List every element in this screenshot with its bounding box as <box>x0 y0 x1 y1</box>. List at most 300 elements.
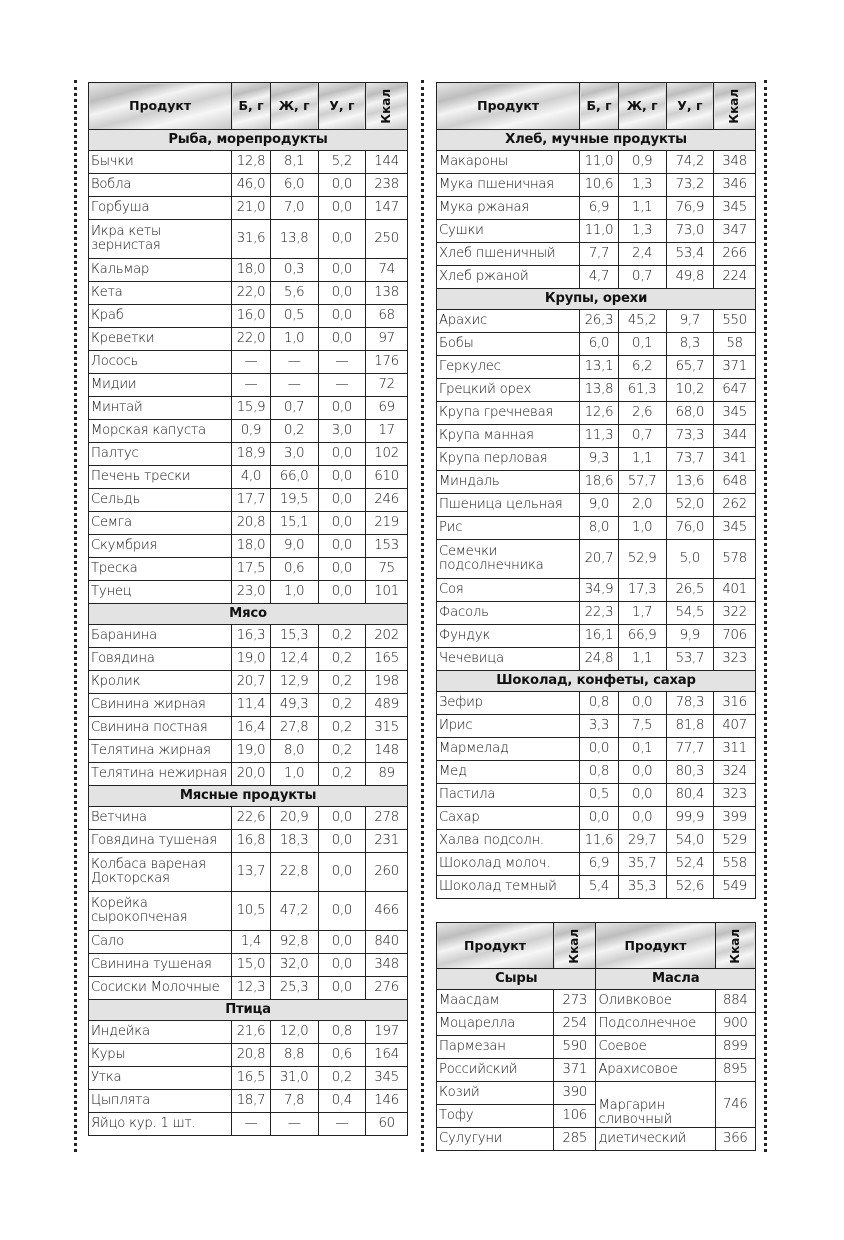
cell-fat: 66,9 <box>618 625 666 648</box>
cell-kcal: 647 <box>714 379 756 402</box>
cell-product: Халва подсолн. <box>437 830 580 853</box>
cell-protein: 19,0 <box>232 648 271 671</box>
cell-fat: 0,0 <box>618 692 666 715</box>
table-row <box>89 151 408 174</box>
cell-fat: 0,7 <box>618 425 666 448</box>
cell-product: Колбаса вареная Докторская <box>89 853 232 892</box>
table-row <box>89 1021 408 1044</box>
table-row <box>89 220 408 259</box>
cell-product: Арахисовое <box>596 1059 715 1082</box>
cell-protein: 13,7 <box>232 853 271 892</box>
cell-protein: 31,6 <box>232 220 271 259</box>
table-row <box>437 425 756 448</box>
cell-product: Горбуша <box>89 197 232 220</box>
table-row <box>437 830 756 853</box>
cell-kcal: 147 <box>366 197 408 220</box>
table-row <box>437 990 756 1013</box>
cell-product: Зефир <box>437 692 580 715</box>
cell-product: Арахис <box>437 310 580 333</box>
table-row <box>89 374 408 397</box>
table-row <box>89 671 408 694</box>
table-row <box>89 197 408 220</box>
cell-fat: 35,7 <box>618 853 666 876</box>
left-nutrition-table <box>88 82 408 1136</box>
cell-carbs: 0,2 <box>318 625 366 648</box>
cell-protein: 18,0 <box>232 535 271 558</box>
cell-fat: 6,0 <box>270 174 318 197</box>
cell-kcal: 900 <box>715 1013 755 1036</box>
cell-carbs: 0,0 <box>318 220 366 259</box>
cell-carbs: 54,0 <box>666 830 714 853</box>
cell-product: Палтус <box>89 443 232 466</box>
cell-carbs: 0,0 <box>318 466 366 489</box>
cell-carbs: 0,0 <box>318 853 366 892</box>
table-row <box>437 853 756 876</box>
cell-fat: 1,0 <box>270 328 318 351</box>
header-protein: Б, г <box>580 83 619 130</box>
center-dotted-divider <box>421 80 424 1152</box>
cell-product: Моцарелла <box>437 1013 554 1036</box>
header-carbs: У, г <box>318 83 366 130</box>
cell-fat: 15,3 <box>270 625 318 648</box>
table-row <box>89 1113 408 1136</box>
cell-product: Индейка <box>89 1021 232 1044</box>
table-row <box>89 853 408 892</box>
cell-fat: 7,0 <box>270 197 318 220</box>
cell-carbs: 0,0 <box>318 443 366 466</box>
cell-product: Макароны <box>437 151 580 174</box>
table-row <box>437 807 756 830</box>
cell-protein: 3,3 <box>580 715 619 738</box>
cell-carbs: 0,0 <box>318 489 366 512</box>
cell-protein: 11,6 <box>580 830 619 853</box>
cell-product: Хлеб ржаной <box>437 266 580 289</box>
cell-product: Сушки <box>437 220 580 243</box>
cell-protein: 0,0 <box>580 807 619 830</box>
cell-kcal: 348 <box>714 151 756 174</box>
header-fat: Ж, г <box>270 83 318 130</box>
cell-protein: 18,7 <box>232 1090 271 1113</box>
cell-fat: 12,4 <box>270 648 318 671</box>
table-row <box>437 602 756 625</box>
table-row <box>89 807 408 830</box>
cell-fat: 0,1 <box>618 738 666 761</box>
cell-product: Грецкий орех <box>437 379 580 402</box>
cell-protein: 0,0 <box>580 738 619 761</box>
section-title: Крупы, орехи <box>437 289 756 310</box>
cell-fat: 1,3 <box>618 220 666 243</box>
cell-kcal: 578 <box>714 540 756 579</box>
cell-fat: 0,7 <box>618 266 666 289</box>
cell-carbs: — <box>318 351 366 374</box>
cell-kcal: 345 <box>366 1067 408 1090</box>
cell-protein: 34,9 <box>580 579 619 602</box>
table-row <box>89 328 408 351</box>
cell-protein: 12,3 <box>232 977 271 1000</box>
cell-protein: 0,9 <box>232 420 271 443</box>
cell-protein: 11,0 <box>580 220 619 243</box>
table-row <box>89 351 408 374</box>
cell-fat: 0,2 <box>270 420 318 443</box>
table-row <box>437 625 756 648</box>
cell-protein: 10,6 <box>580 174 619 197</box>
cell-carbs: 0,6 <box>318 1044 366 1067</box>
cell-carbs: 65,7 <box>666 356 714 379</box>
cell-kcal: 466 <box>366 892 408 931</box>
cell-product: Свинина жирная <box>89 694 232 717</box>
table-row <box>437 784 756 807</box>
cell-fat: 8,1 <box>270 151 318 174</box>
cell-fat: 0,9 <box>618 151 666 174</box>
cell-product: Морская капуста <box>89 420 232 443</box>
cell-protein: 6,9 <box>580 197 619 220</box>
table-row <box>437 266 756 289</box>
table-row <box>89 977 408 1000</box>
cell-protein: 20,8 <box>232 1044 271 1067</box>
cell-product: Сельдь <box>89 489 232 512</box>
cell-kcal: 238 <box>366 174 408 197</box>
table-row <box>89 1067 408 1090</box>
cell-protein: 17,7 <box>232 489 271 512</box>
cell-fat: 0,5 <box>270 305 318 328</box>
cell-product: Цыплята <box>89 1090 232 1113</box>
cell-fat: 52,9 <box>618 540 666 579</box>
cell-protein: 22,0 <box>232 282 271 305</box>
cell-product: Говядина тушеная <box>89 830 232 853</box>
cell-carbs: 0,0 <box>318 197 366 220</box>
cell-carbs: 52,0 <box>666 494 714 517</box>
cell-protein: 20,7 <box>580 540 619 579</box>
cell-kcal: 895 <box>715 1059 755 1082</box>
cell-kcal: 89 <box>366 763 408 786</box>
cell-protein: 23,0 <box>232 581 271 604</box>
cell-product: Крупа манная <box>437 425 580 448</box>
header-fat: Ж, г <box>618 83 666 130</box>
cell-fat: 12,0 <box>270 1021 318 1044</box>
cell-kcal: 60 <box>366 1113 408 1136</box>
cell-kcal: 246 <box>366 489 408 512</box>
table-row <box>89 740 408 763</box>
header-kcal-oil: Ккал <box>715 923 755 969</box>
cell-product: Скумбрия <box>89 535 232 558</box>
table-row <box>89 625 408 648</box>
cell-kcal: 144 <box>366 151 408 174</box>
table-row <box>89 305 408 328</box>
cell-fat: 19,5 <box>270 489 318 512</box>
cell-product: Тофу <box>437 1105 554 1128</box>
cell-kcal: 106 <box>554 1105 596 1128</box>
cell-carbs: 5,2 <box>318 151 366 174</box>
cell-protein: 22,0 <box>232 328 271 351</box>
cell-kcal: 371 <box>554 1059 596 1082</box>
cell-protein: 16,0 <box>232 305 271 328</box>
table-row <box>437 540 756 579</box>
cell-kcal: 202 <box>366 625 408 648</box>
cell-kcal: 323 <box>714 784 756 807</box>
cell-kcal: 489 <box>366 694 408 717</box>
table-row <box>437 579 756 602</box>
cell-kcal: 101 <box>366 581 408 604</box>
cell-protein: 17,5 <box>232 558 271 581</box>
cell-protein: 16,1 <box>580 625 619 648</box>
cell-carbs: 78,3 <box>666 692 714 715</box>
cell-protein: 5,4 <box>580 876 619 899</box>
cell-fat: 1,3 <box>618 174 666 197</box>
cell-protein: 13,8 <box>580 379 619 402</box>
cell-product: Свинина тушеная <box>89 954 232 977</box>
cell-carbs: 73,0 <box>666 220 714 243</box>
table-row <box>437 197 756 220</box>
cell-product: Мед <box>437 761 580 784</box>
cell-kcal: 224 <box>714 266 756 289</box>
cell-fat: 15,1 <box>270 512 318 535</box>
cell-carbs: — <box>318 374 366 397</box>
table-row <box>437 1128 756 1151</box>
cell-fat: 92,8 <box>270 931 318 954</box>
cell-kcal: 345 <box>714 517 756 540</box>
cell-carbs: 0,0 <box>318 328 366 351</box>
cell-product: Геркулес <box>437 356 580 379</box>
cell-fat: 29,7 <box>618 830 666 853</box>
cell-kcal: 197 <box>366 1021 408 1044</box>
cell-fat: 0,7 <box>270 397 318 420</box>
cell-fat: 22,8 <box>270 853 318 892</box>
table-row <box>437 1082 756 1105</box>
cell-fat: 5,6 <box>270 282 318 305</box>
cell-carbs: 0,0 <box>318 397 366 420</box>
cell-product: Телятина нежирная <box>89 763 232 786</box>
cell-carbs: 99,9 <box>666 807 714 830</box>
cell-carbs: 52,6 <box>666 876 714 899</box>
cell-kcal: 254 <box>554 1013 596 1036</box>
cell-protein: 18,0 <box>232 259 271 282</box>
cell-carbs: 0,2 <box>318 648 366 671</box>
cell-kcal-margarine: 746 <box>715 1082 755 1128</box>
cell-protein: 13,1 <box>580 356 619 379</box>
cell-product: Сахар <box>437 807 580 830</box>
table-row <box>437 648 756 671</box>
cell-protein: 16,5 <box>232 1067 271 1090</box>
cell-product: Семга <box>89 512 232 535</box>
table-row <box>437 876 756 899</box>
cell-carbs: 9,9 <box>666 625 714 648</box>
cell-kcal: 285 <box>554 1128 596 1151</box>
cell-kcal: 146 <box>366 1090 408 1113</box>
cell-carbs: 0,0 <box>318 954 366 977</box>
cell-fat: 8,8 <box>270 1044 318 1067</box>
cell-protein: 12,6 <box>580 402 619 425</box>
cell-fat: 13,8 <box>270 220 318 259</box>
cell-carbs: 68,0 <box>666 402 714 425</box>
cell-product: Мука ржаная <box>437 197 580 220</box>
table-row <box>437 471 756 494</box>
right-nutrition-table <box>436 82 756 899</box>
table-row <box>89 282 408 305</box>
header-product: Продукт <box>437 83 580 130</box>
cell-product: Соевое <box>596 1036 715 1059</box>
cell-protein: 18,6 <box>580 471 619 494</box>
cell-kcal: 401 <box>714 579 756 602</box>
cell-fat: 3,0 <box>270 443 318 466</box>
cell-carbs: 5,0 <box>666 540 714 579</box>
cell-fat: 25,3 <box>270 977 318 1000</box>
section-title: Мясные продукты <box>89 786 408 807</box>
cell-protein: 20,8 <box>232 512 271 535</box>
cell-kcal: 153 <box>366 535 408 558</box>
header-kcal: Ккал <box>714 83 756 130</box>
cell-product: Хлеб пшеничный <box>437 243 580 266</box>
cell-fat: 35,3 <box>618 876 666 899</box>
cell-carbs: 8,3 <box>666 333 714 356</box>
cell-product: Российский <box>437 1059 554 1082</box>
cell-carbs: 0,0 <box>318 581 366 604</box>
cell-product: Фасоль <box>437 602 580 625</box>
cell-product: Подсолнечное <box>596 1013 715 1036</box>
cell-carbs: 0,0 <box>318 977 366 1000</box>
cell-protein: 21,6 <box>232 1021 271 1044</box>
cell-carbs: 77,7 <box>666 738 714 761</box>
header-protein: Б, г <box>232 83 271 130</box>
cell-fat: 31,0 <box>270 1067 318 1090</box>
cell-kcal: 74 <box>366 259 408 282</box>
cell-fat: 1,0 <box>618 517 666 540</box>
cell-protein: 7,7 <box>580 243 619 266</box>
cell-protein: 6,9 <box>580 853 619 876</box>
table-row <box>89 892 408 931</box>
cell-kcal: 371 <box>714 356 756 379</box>
cell-carbs: 81,8 <box>666 715 714 738</box>
cell-kcal: 250 <box>366 220 408 259</box>
table-row <box>89 763 408 786</box>
cell-carbs: 54,5 <box>666 602 714 625</box>
cell-product: Бобы <box>437 333 580 356</box>
cell-fat: — <box>270 374 318 397</box>
cell-product: Пармезан <box>437 1036 554 1059</box>
cell-protein: 16,3 <box>232 625 271 648</box>
cell-carbs: 53,4 <box>666 243 714 266</box>
cell-fat: 45,2 <box>618 310 666 333</box>
table-row <box>89 443 408 466</box>
cell-product: Соя <box>437 579 580 602</box>
cell-kcal: 346 <box>714 174 756 197</box>
cell-kcal: 347 <box>714 220 756 243</box>
cell-product: Мука пшеничная <box>437 174 580 197</box>
table-row <box>89 558 408 581</box>
cell-product: Лосось <box>89 351 232 374</box>
table-row <box>89 466 408 489</box>
cell-fat: — <box>270 1113 318 1136</box>
left-dotted-border <box>74 80 77 1152</box>
cell-protein: 26,3 <box>580 310 619 333</box>
cell-protein: 0,8 <box>580 761 619 784</box>
cell-product: Сосиски Молочные <box>89 977 232 1000</box>
table-row <box>89 830 408 853</box>
cell-product: Бычки <box>89 151 232 174</box>
cell-carbs: 3,0 <box>318 420 366 443</box>
cell-kcal: 219 <box>366 512 408 535</box>
cell-kcal: 148 <box>366 740 408 763</box>
table-row <box>437 494 756 517</box>
cell-kcal: 884 <box>715 990 755 1013</box>
table-row <box>437 402 756 425</box>
cell-fat: 20,9 <box>270 807 318 830</box>
cell-protein: — <box>232 351 271 374</box>
cell-product: Утка <box>89 1067 232 1090</box>
table-row <box>437 1059 756 1082</box>
cell-kcal: 324 <box>714 761 756 784</box>
table-row <box>437 333 756 356</box>
table-row <box>437 379 756 402</box>
section-title-oils: Масла <box>596 969 756 990</box>
cell-fat: 0,3 <box>270 259 318 282</box>
cell-carbs: 74,2 <box>666 151 714 174</box>
cell-product: Пшеница цельная <box>437 494 580 517</box>
cell-protein: 8,0 <box>580 517 619 540</box>
cell-carbs: 0,2 <box>318 694 366 717</box>
table-row <box>437 1013 756 1036</box>
cell-product: Фундук <box>437 625 580 648</box>
cell-product-margarine: Маргарин сливочный <box>596 1082 715 1128</box>
cell-protein: 4,7 <box>580 266 619 289</box>
cell-fat: 9,0 <box>270 535 318 558</box>
cell-kcal: 558 <box>714 853 756 876</box>
table-row <box>89 420 408 443</box>
cell-fat: 0,1 <box>618 333 666 356</box>
cell-fat: 47,2 <box>270 892 318 931</box>
cell-fat: 17,3 <box>618 579 666 602</box>
cell-fat: 7,8 <box>270 1090 318 1113</box>
cell-product: Кальмар <box>89 259 232 282</box>
cell-product: Вобла <box>89 174 232 197</box>
cell-kcal: 69 <box>366 397 408 420</box>
cell-carbs: 0,0 <box>318 282 366 305</box>
cell-protein: 46,0 <box>232 174 271 197</box>
cell-product-diet: диетический <box>596 1128 715 1151</box>
cell-protein: 16,4 <box>232 717 271 740</box>
header-kcal-cheese: Ккал <box>554 923 596 969</box>
cell-protein: 19,0 <box>232 740 271 763</box>
cell-kcal: 322 <box>714 602 756 625</box>
cell-carbs: 53,7 <box>666 648 714 671</box>
cell-fat: 1,1 <box>618 648 666 671</box>
cell-carbs: 73,2 <box>666 174 714 197</box>
cell-fat: 1,1 <box>618 448 666 471</box>
table-row <box>437 448 756 471</box>
cell-kcal: 58 <box>714 333 756 356</box>
cell-protein: 9,3 <box>580 448 619 471</box>
cell-carbs: 0,2 <box>318 1067 366 1090</box>
cell-kcal: 97 <box>366 328 408 351</box>
table-row <box>89 954 408 977</box>
cell-product: Крупа гречневая <box>437 402 580 425</box>
cell-product: Маасдам <box>437 990 554 1013</box>
cell-product: Кета <box>89 282 232 305</box>
cell-fat: 6,2 <box>618 356 666 379</box>
cell-fat: 27,8 <box>270 717 318 740</box>
cell-fat: 2,0 <box>618 494 666 517</box>
cell-protein: 9,0 <box>580 494 619 517</box>
cell-kcal: 316 <box>714 692 756 715</box>
cell-product: Ирис <box>437 715 580 738</box>
cell-fat: 49,3 <box>270 694 318 717</box>
cell-kcal: 648 <box>714 471 756 494</box>
cell-protein: 4,0 <box>232 466 271 489</box>
cell-product: Яйцо кур. 1 шт. <box>89 1113 232 1136</box>
cell-protein: 11,4 <box>232 694 271 717</box>
cell-protein: 20,7 <box>232 671 271 694</box>
cell-protein: 11,3 <box>580 425 619 448</box>
cell-carbs: 76,9 <box>666 197 714 220</box>
